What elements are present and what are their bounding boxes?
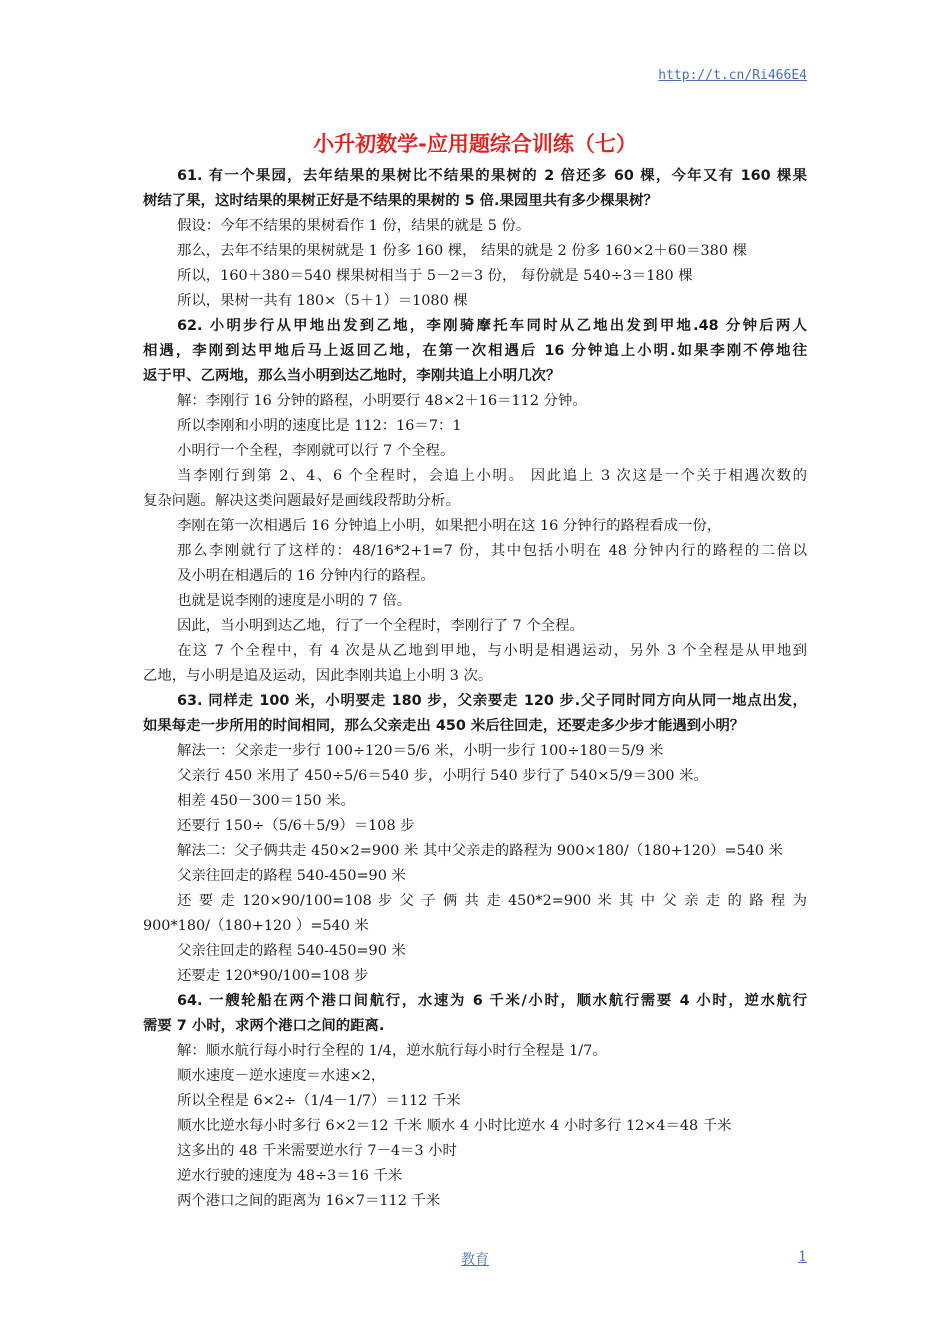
solution-text-line: 也就是说李刚的速度是小明的 7 倍。 [177,593,412,609]
solution-text-line: 相差 450－300＝150 米。 [177,793,355,809]
footer-label[interactable]: 教育 [461,1252,489,1268]
solution-text-line: 当李刚行到第 2、4、6 个全程时，会追上小明。 因此追上 3 次这是一个关于相遇次数的 [177,468,807,484]
question-text-line: 62. 小明步行从甲地出发到乙地，李刚骑摩托车同时从乙地出发到甲地.48 分钟后两人 [177,318,807,334]
solution-text-line: 乙地，与小明是追及运动，因此李刚共追上小明 3 次。 [143,668,493,684]
question-text-line: 61. 有一个果园，去年结果的果树比不结果的果树的 2 倍还多 60 棵，今年又有 160 棵果 [177,168,807,184]
solution-text-line: 这多出的 48 千米需要逆水行 7－4＝3 小时 [177,1143,457,1159]
solution-text-line: 复杂问题。解决这类问题最好是画线段帮助分析。 [143,493,460,509]
solution-text-line: 父亲行 450 米用了 450÷5/6＝540 步，小明行 540 步行了 540×5/9＝300 米。 [177,768,708,784]
page-number: 1 [798,1249,807,1265]
solution-text-line: 所以，果树一共有 180×（5＋1）＝1080 棵 [177,293,468,309]
solution-text-line: 在这 7 个全程中，有 4 次是从乙地到甲地，与小明是相遇运动，另外 3 个全程是从甲地到 [177,643,807,659]
document-title: 小升初数学-应用题综合训练（七） [313,132,637,156]
solution-text-line: 假设：今年不结果的果树看作 1 份，结果的就是 5 份。 [177,218,531,234]
solution-text-line: 那么李刚就行了这样的：48/16*2+1=7 份，其中包括小明在 48 分钟内行的路程的二倍以 [177,543,807,559]
solution-text-line: 所以全程是 6×2÷（1/4－1/7）＝112 千米 [177,1093,461,1109]
solution-text-line: 及小明在相遇后的 16 分钟内行的路程。 [177,568,435,584]
solution-text-line: 还要走 120*90/100=108 步 [177,968,369,984]
solution-text-line: 因此，当小明到达乙地，行了一个全程时，李刚行了 7 个全程。 [177,618,584,634]
solution-text-line: 所以李刚和小明的速度比是 112：16＝7：1 [177,418,462,434]
solution-text-line: 解：顺水航行每小时行全程的 1/4，逆水航行每小时行全程是 1/7。 [177,1043,607,1059]
solution-text-line: 两个港口之间的距离为 16×7＝112 千米 [177,1193,441,1209]
solution-text-line: 父亲往回走的路程 540-450=90 米 [177,868,406,884]
question-text-line: 树结了果，这时结果的果树正好是不结果的果树的 5 倍.果园里共有多少棵果树？ [143,193,658,209]
solution-text-line: 顺水比逆水每小时多行 6×2＝12 千米 顺水 4 小时比逆水 4 小时多行 12×4＝48 千米 [177,1118,732,1134]
solution-text-line: 李刚在第一次相遇后 16 分钟追上小明，如果把小明在这 16 分钟行的路程看成一份， [177,518,722,534]
solution-text-line: 解：李刚行 16 分钟的路程，小明要行 48×2＋16＝112 分钟。 [177,393,587,409]
header-link[interactable]: http://t.cn/Ri466E4 [658,68,807,83]
solution-text-line: 所以，160＋380＝540 棵果树相当于 5－2＝3 份， 每份就是 540÷3＝180 棵 [177,268,693,284]
solution-text-line: 父亲往回走的路程 540-450=90 米 [177,943,406,959]
solution-text-line: 那么，去年不结果的果树就是 1 份多 160 棵， 结果的就是 2 份多 160×2＋60＝380 棵 [177,243,747,259]
solution-text-line: 解法一：父亲走一步行 100÷120＝5/6 米，小明一步行 100÷180＝5/9 米 [177,743,664,759]
solution-text-line: 解法二：父子俩共走 450×2=900 米 其中父亲走的路程为 900×180/（180+120）=540 米 [177,843,784,859]
solution-text-line: 顺水速度－逆水速度＝水速×2， [177,1068,386,1084]
solution-text-line: 还 要 走 120×90/100=108 步 父 子 俩 共 走 450*2=900 米 其 中 父 亲 走 的 路 程 为 [177,893,807,909]
question-text-line: 如果每走一步所用的时间相同，那么父亲走出 450 米后往回走，还要走多少步才能遇到小明？ [143,718,745,734]
solution-text-line: 逆水行驶的速度为 48÷3＝16 千米 [177,1168,403,1184]
document-body [143,164,807,1214]
solution-text-line: 小明行一个全程，李刚就可以行 7 个全程。 [177,443,455,459]
question-text-line: 64. 一艘轮船在两个港口间航行，水速为 6 千米/小时，顺水航行需要 4 小时，逆水航行 [177,993,807,1009]
question-text-line: 63. 同样走 100 米，小明要走 180 步，父亲要走 120 步.父子同时同方向从同一地点出发， [177,693,807,709]
question-text-line: 返于甲、乙两地，那么当小明到达乙地时，李刚共追上小明几次？ [143,368,561,384]
solution-text-line: 还要行 150÷（5/6＋5/9）＝108 步 [177,818,415,834]
question-text-line: 相遇，李刚到达甲地后马上返回乙地，在第一次相遇后 16 分钟追上小明.如果李刚不停地往 [143,343,807,359]
solution-text-line: 900*180/（180+120 ）=540 米 [143,918,369,934]
question-text-line: 需要 7 小时，求两个港口之间的距离. [143,1018,385,1034]
